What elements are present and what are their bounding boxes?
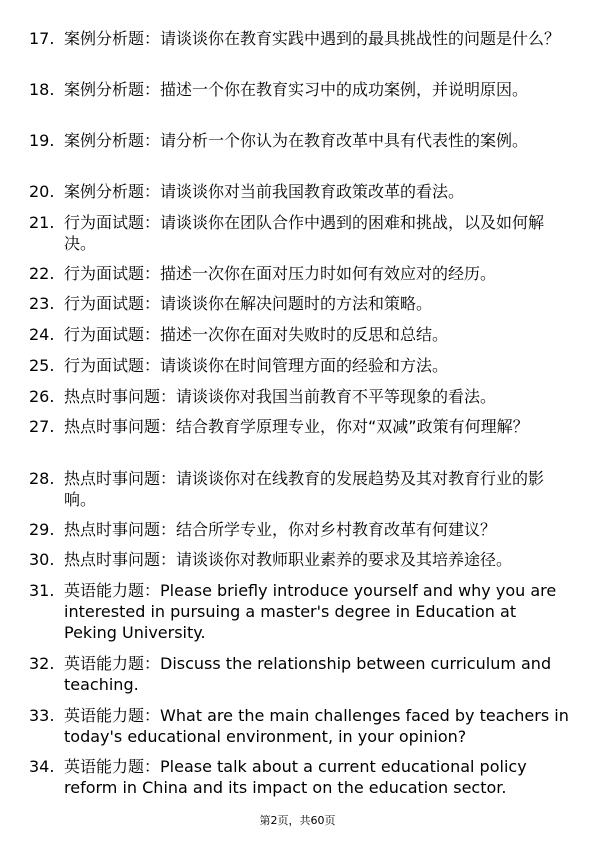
question-text: 热点时事问题：请谈谈你对在线教育的发展趋势及其对教育行业的影响。 — [64, 469, 545, 509]
question-item — [29, 580, 569, 643]
question-number: 24. — [29, 325, 55, 344]
question-number: 26. — [29, 387, 55, 406]
question-item — [29, 756, 569, 798]
question-text: 热点时事问题：请谈谈你对我国当前教育不平等现象的看法。 — [64, 387, 497, 406]
question-item — [29, 79, 569, 100]
question-number: 20. — [29, 182, 55, 201]
question-number: 17. — [29, 29, 55, 48]
question-text: 热点时事问题：结合教育学原理专业，你对“双减”政策有何理解？ — [64, 417, 529, 436]
question-text: 行为面试题：请谈谈你在解决问题时的方法和策略。 — [64, 294, 433, 313]
question-text: 行为面试题：请谈谈你在团队合作中遇到的困难和挑战，以及如何解决。 — [64, 213, 545, 253]
question-text: 英语能力题：Please briefly introduce yourself and why you are interested in pursuing a master's degree in Education at Peking University. — [64, 581, 557, 642]
question-number: 22. — [29, 264, 55, 283]
question-text: 热点时事问题：请谈谈你对教师职业素养的要求及其培养途径。 — [64, 550, 513, 569]
question-item — [29, 28, 569, 49]
question-text: 行为面试题：描述一次你在面对压力时如何有效应对的经历。 — [64, 264, 497, 283]
question-number: 30. — [29, 550, 55, 569]
question-text: 案例分析题：请谈谈你在教育实践中遇到的最具挑战性的问题是什么？ — [64, 29, 561, 48]
question-number: 19. — [29, 131, 55, 150]
question-number: 29. — [29, 520, 55, 539]
question-item — [29, 519, 569, 540]
question-number: 31. — [29, 581, 55, 600]
question-text: 英语能力题：What are the main challenges faced by teachers in today's educational environment, in your opinion? — [64, 706, 569, 746]
question-item — [29, 130, 569, 151]
question-text: 行为面试题：请谈谈你在时间管理方面的经验和方法。 — [64, 356, 449, 375]
question-item — [29, 355, 569, 376]
question-number: 25. — [29, 356, 55, 375]
question-number: 32. — [29, 654, 55, 673]
question-item — [29, 468, 569, 510]
question-text: 案例分析题：描述一个你在教育实习中的成功案例，并说明原因。 — [64, 80, 529, 99]
question-text: 案例分析题：请谈谈你对当前我国教育政策改革的看法。 — [64, 182, 465, 201]
question-number: 18. — [29, 80, 55, 99]
question-item — [29, 263, 569, 284]
question-item — [29, 416, 569, 437]
question-text: 英语能力题：Please talk about a current educational policy reform in China and its impact on the education sector. — [64, 757, 527, 797]
question-text: 案例分析题：请分析一个你认为在教育改革中具有代表性的案例。 — [64, 131, 529, 150]
question-text: 英语能力题：Discuss the relationship between curriculum and teaching. — [64, 654, 552, 694]
question-number: 27. — [29, 417, 55, 436]
question-number: 28. — [29, 469, 55, 488]
question-number: 33. — [29, 706, 55, 725]
question-number: 21. — [29, 213, 55, 232]
question-item — [29, 549, 569, 570]
question-item — [29, 705, 569, 747]
page-number-footer: 第2页，共60页 — [259, 814, 336, 827]
question-text: 行为面试题：描述一次你在面对失败时的反思和总结。 — [64, 325, 449, 344]
question-item — [29, 293, 569, 314]
question-number: 34. — [29, 757, 55, 776]
question-item — [29, 324, 569, 345]
question-item — [29, 653, 569, 695]
question-item — [29, 212, 569, 254]
question-number: 23. — [29, 294, 55, 313]
question-text: 热点时事问题：结合所学专业，你对乡村教育改革有何建议？ — [64, 520, 497, 539]
question-item — [29, 386, 569, 407]
question-item — [29, 181, 569, 202]
